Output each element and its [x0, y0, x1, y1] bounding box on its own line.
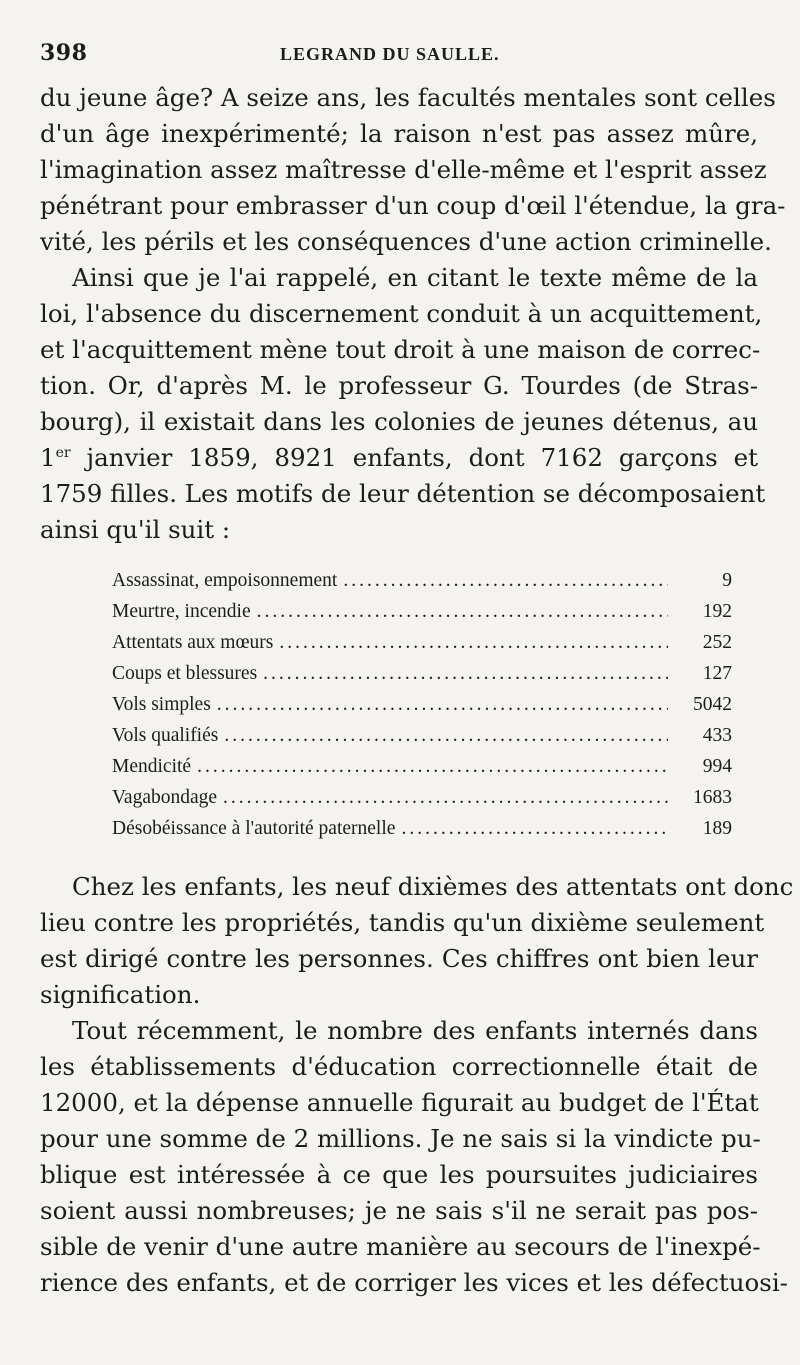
row-value: 192 [702, 601, 732, 622]
page-number: 398 [40, 40, 88, 66]
dot-leader [223, 787, 668, 809]
row-label: Assassinat, empoisonnement [112, 570, 338, 591]
table-row [112, 725, 732, 756]
table-row [112, 601, 732, 632]
text-line: sible de venir d'une autre manière au secours de l'inexpé- [40, 1232, 761, 1261]
dot-leader [224, 725, 668, 747]
table-row [112, 663, 732, 694]
row-value: 127 [702, 663, 732, 684]
table-row [112, 787, 732, 818]
paragraph-4 [40, 1013, 788, 1301]
text-line: pour une somme de 2 millions. Je ne sais si la vindicte pu- [40, 1124, 761, 1153]
text-line: Tout récemment, le nombre des enfants internés dans [72, 1016, 758, 1045]
text-line: d'un âge inexpérimenté; la raison n'est pas assez mûre, [40, 119, 758, 148]
row-label: Attentats aux mœurs [112, 632, 274, 653]
text-line: du jeune âge? A seize ans, les facultés mentales sont celles [40, 83, 776, 112]
row-value: 994 [702, 756, 732, 777]
row-value: 433 [702, 725, 732, 746]
text-line: vité, les périls et les conséquences d'une action criminelle. [40, 227, 772, 256]
dot-leader [401, 818, 668, 840]
row-label: Coups et blessures [112, 663, 258, 684]
row-value: 5042 [693, 694, 732, 715]
text-line: lieu contre les propriétés, tandis qu'un dixième seulement [40, 908, 765, 937]
text-line: rience des enfants, et de corriger les vices et les défectuosi- [40, 1268, 788, 1297]
dot-leader [343, 570, 668, 592]
table-row [112, 694, 732, 725]
text-line: bourg), il existait dans les colonies de jeunes détenus, au [40, 407, 758, 436]
row-label: Mendicité [112, 756, 192, 777]
paragraph-3 [40, 869, 794, 1013]
text-line-date [40, 440, 758, 476]
row-value: 252 [702, 632, 732, 653]
text-line: Chez les enfants, les neuf dixièmes des attentats ont donc [72, 872, 794, 901]
table-row [112, 756, 732, 787]
table-row [112, 570, 732, 601]
dot-leader [279, 632, 668, 654]
text-line: 12000, et la dépense annuelle figurait au budget de l'État [40, 1088, 759, 1117]
row-value: 1683 [693, 787, 732, 808]
dot-leader [263, 663, 668, 685]
running-title: LEGRAND DU SAULLE. [280, 44, 500, 64]
text-line: loi, l'absence du discernement conduit à un acquittement, [40, 299, 763, 328]
row-value: 9 [722, 570, 732, 591]
row-label: Désobéissance à l'autorité paternelle [112, 818, 396, 839]
row-label: Vols qualifiés [112, 725, 219, 746]
paragraph-1 [40, 80, 786, 260]
text-line: et l'acquittement mène tout droit à une maison de correc- [40, 335, 761, 364]
dot-leader [197, 756, 668, 778]
paragraph-2 [40, 260, 766, 548]
text-line: Ainsi que je l'ai rappelé, en citant le texte même de la [72, 263, 758, 292]
text-line: l'imagination assez maîtresse d'elle-même et l'esprit assez [40, 155, 767, 184]
text-line: signification. [40, 980, 201, 1009]
row-label: Vagabondage [112, 787, 218, 808]
text-line: est dirigé contre les personnes. Ces chiffres ont bien leur [40, 944, 758, 973]
text-line: pénétrant pour embrasser d'un coup d'œil l'étendue, la gra- [40, 191, 786, 220]
dot-leader [217, 694, 668, 716]
detention-motives-table [112, 570, 732, 849]
table-row [112, 818, 732, 849]
date-rest: janvier 1859, 8921 enfants, dont 7162 garçons et [70, 443, 758, 472]
running-head [40, 40, 758, 80]
text-line: ainsi qu'il suit : [40, 515, 231, 544]
table-row [112, 632, 732, 663]
row-label: Meurtre, incendie [112, 601, 251, 622]
text-line: tion. Or, d'après M. le professeur G. Tourdes (de Stras- [40, 371, 758, 400]
row-value: 189 [702, 818, 732, 839]
row-label: Vols simples [112, 694, 211, 715]
date-day: 1 [40, 443, 56, 472]
ordinal-superscript: er [55, 444, 71, 461]
text-line: les établissements d'éducation correctionnelle était de [40, 1052, 758, 1081]
text-line: 1759 filles. Les motifs de leur détention se décomposaient [40, 479, 766, 508]
text-line: blique est intéressée à ce que les poursuites judiciaires [40, 1160, 758, 1189]
text-line: soient aussi nombreuses; je ne sais s'il ne serait pas pos- [40, 1196, 758, 1225]
dot-leader [257, 601, 668, 623]
